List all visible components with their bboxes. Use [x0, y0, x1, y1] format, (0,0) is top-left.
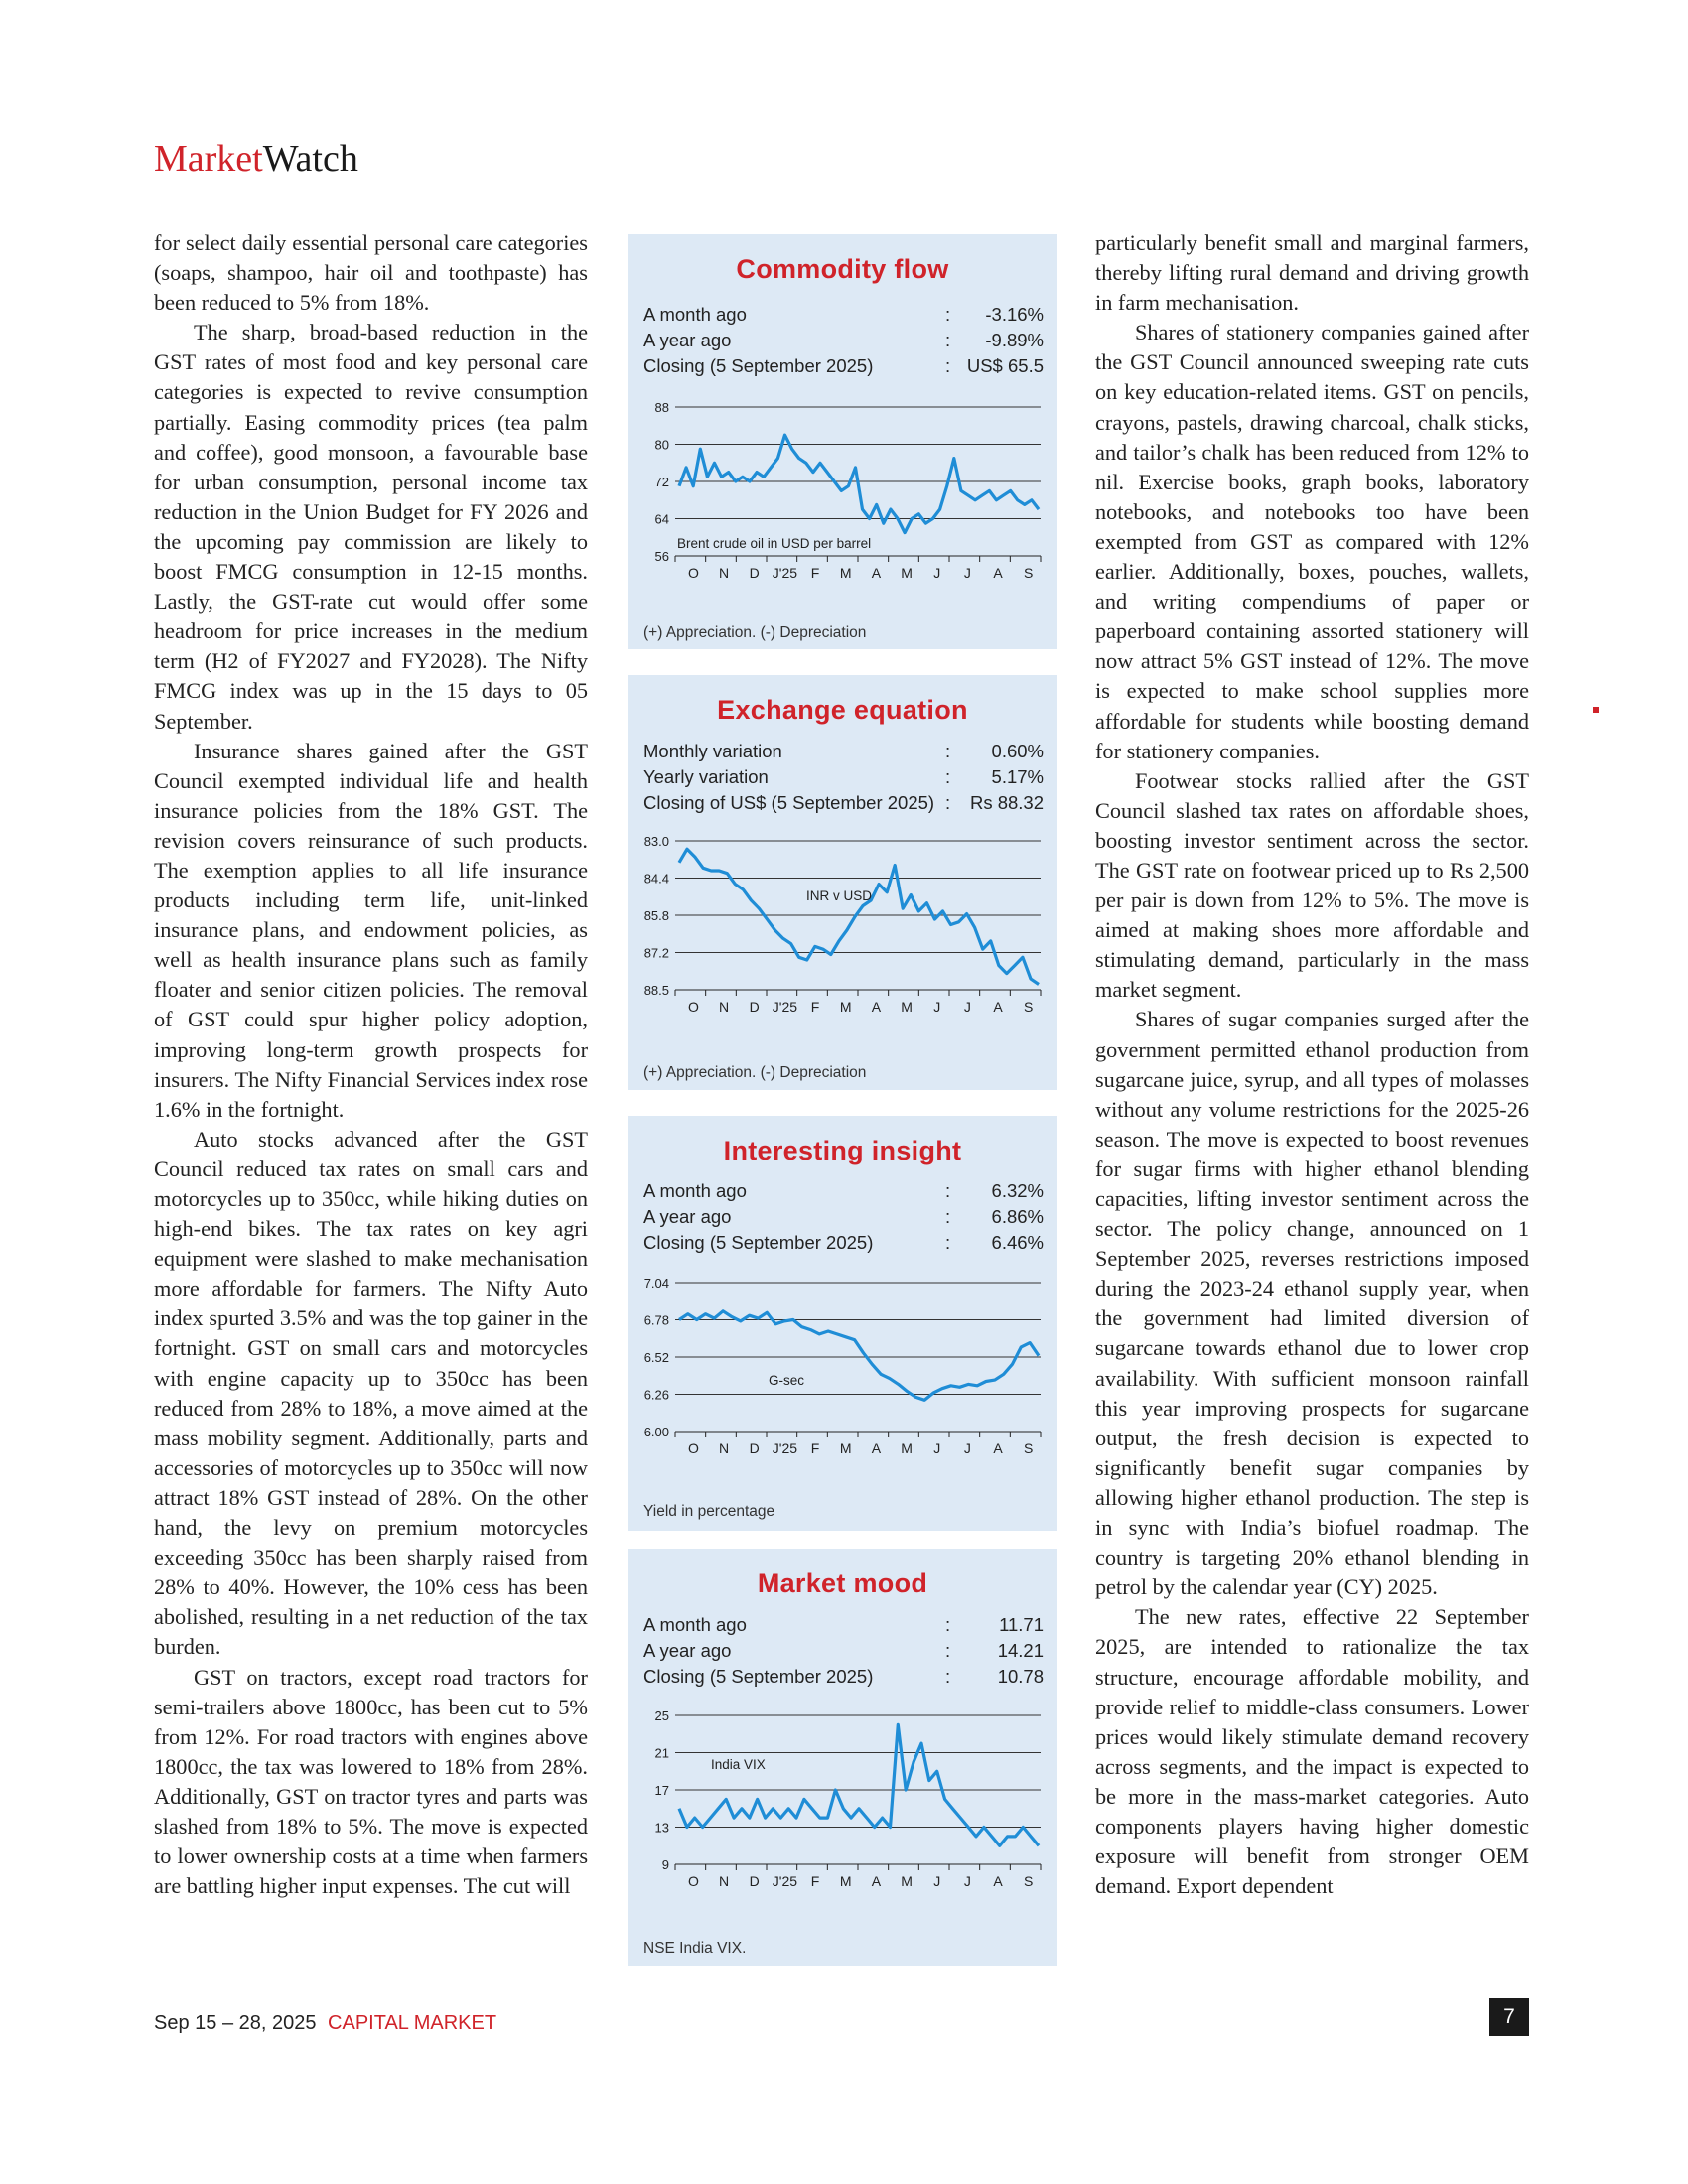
y-tick-label: 72	[654, 475, 669, 489]
stat-separator: :	[945, 766, 951, 787]
stat-value: 6.86%	[991, 1206, 1044, 1227]
panel-title: Interesting insight	[723, 1136, 962, 1165]
y-tick-label: 25	[654, 1708, 669, 1723]
x-tick-label: J	[933, 1440, 941, 1456]
header-market: Market	[154, 138, 263, 180]
stat-separator: :	[945, 304, 951, 325]
x-tick-label: J'25	[772, 999, 798, 1015]
y-tick-label: 6.00	[643, 1425, 669, 1439]
y-tick-label: 17	[654, 1783, 669, 1798]
series-line	[679, 849, 1039, 984]
x-tick-label: D	[749, 565, 760, 581]
x-tick-label: J	[933, 1873, 941, 1889]
y-tick-label: 6.52	[643, 1350, 669, 1365]
x-tick-label: A	[871, 1873, 882, 1889]
x-tick-label: J	[933, 999, 941, 1015]
footer-publication: CAPITAL MARKET	[328, 2012, 497, 2034]
x-tick-label: D	[749, 1440, 760, 1456]
chart-note: NSE India VIX.	[643, 1940, 747, 1957]
stat-value: US$ 65.5	[966, 355, 1044, 376]
series-line	[679, 435, 1039, 532]
stat-label: Monthly variation	[643, 741, 782, 761]
stat-row	[643, 1666, 1044, 1692]
stat-separator: :	[945, 1614, 951, 1635]
stat-row	[643, 1206, 1044, 1232]
x-tick-label: S	[1024, 999, 1034, 1015]
stat-row	[643, 1232, 1044, 1258]
stat-row	[643, 330, 1044, 355]
x-tick-label: S	[1024, 1440, 1034, 1456]
x-tick-label: J'25	[772, 565, 798, 581]
header-watch: Watch	[262, 138, 358, 180]
stat-label: A month ago	[643, 304, 747, 325]
left-text-column	[154, 228, 588, 1901]
x-tick-label: M	[901, 565, 913, 581]
y-tick-label: 64	[654, 511, 669, 527]
stat-row	[643, 1180, 1044, 1206]
commodity-flow-panel	[628, 234, 1057, 649]
x-tick-label: F	[810, 565, 820, 581]
stat-separator: :	[945, 1640, 951, 1661]
x-tick-label: M	[901, 999, 913, 1015]
stat-value: 6.46%	[991, 1232, 1044, 1253]
x-tick-label: J	[963, 1873, 971, 1889]
stat-label: Closing of US$ (5 September 2025)	[643, 792, 935, 813]
stat-separator: :	[945, 1206, 951, 1227]
stat-label: A year ago	[643, 1640, 732, 1661]
x-tick-label: N	[719, 565, 730, 581]
panel-title: Market mood	[757, 1569, 928, 1598]
paragraph: GST on tractors, except road tractors for semi-trailers above 1800cc, has been cut to 5% from 12%. For road tractors with engines above 1800cc, the tax was lowered to 18% from 28%. Additionally, GST on tractor tyres and parts was slashed from 18% to 5%. The move is expected to lower ownership costs at a time when farmers are battling higher input expenses. The cut will	[154, 1664, 588, 1899]
paragraph: Insurance shares gained after the GST Council exempted individual life and health insurance policies from the 18% GST. The revision covers reinsurance of such products. The exemption applies to all life insurance products including term life, unit-linked insurance plans, and endowment policies, as well as health insurance plans such as family floater and senior citizen policies. The removal of GST could spur higher policy adoption, improving long-term growth prospects for insurers. The Nifty Financial Services index rose 1.6% in the fortnight.	[154, 738, 588, 1122]
stat-separator: :	[945, 1180, 951, 1201]
y-tick-label: 6.26	[643, 1387, 669, 1403]
section-header	[154, 137, 358, 181]
x-tick-label: S	[1024, 565, 1034, 581]
paragraph: Footwear stocks rallied after the GST Council slashed tax rates on affordable shoes, boosting investor sentiment across the sector. The GST rate on footwear priced up to Rs 2,500 per pair is down from 12% to 5%. The move is aimed at making shoes more affordable and stimulating demand, particularly in the mass market segment.	[1095, 767, 1529, 1003]
stats-table	[643, 741, 1044, 818]
x-tick-label: F	[810, 1440, 820, 1456]
series-line	[679, 1311, 1039, 1401]
y-tick-label: 88.5	[643, 983, 669, 998]
x-tick-label: M	[901, 1873, 913, 1889]
page-number: 7	[1489, 1998, 1529, 2036]
stat-row	[643, 1640, 1044, 1666]
inr-usd-chart	[628, 829, 1057, 1018]
x-tick-label: J	[963, 565, 971, 581]
paragraph: Auto stocks advanced after the GST Council reduced tax rates on small cars and motorcycles up to 350cc, while hiking duties on high-end bikes. The tax rates on key agri equipment were slashed to make mechanisation more affordable for farmers. The Nifty Auto index spurted 3.5% and was the top gainer in the fortnight. GST on small cars and motorcycles with engine capacity up to 350cc has been reduced from 28% to 18%, a move aimed at the mass mobility segment. Additionally, parts and accessories of motorcycles up to 350cc will now attract 18% GST instead of 28%. On the other hand, the levy on premium motorcycles exceeding 350cc has been sharply raised from 28% to 40%. However, the 10% cess has been abolished, resulting in a net reduction of the tax burden.	[154, 1126, 588, 1660]
stat-label: Yearly variation	[643, 766, 769, 787]
stat-row	[643, 792, 1044, 818]
y-tick-label: 56	[654, 549, 669, 564]
x-tick-label: A	[993, 565, 1003, 581]
brent-crude-chart	[628, 395, 1057, 584]
x-tick-label: F	[810, 999, 820, 1015]
x-tick-label: J	[933, 565, 941, 581]
stat-row	[643, 1614, 1044, 1640]
footer-issue	[154, 2012, 496, 2035]
stat-value: 14.21	[997, 1640, 1044, 1661]
margin-mark	[1593, 707, 1599, 713]
stat-label: A year ago	[643, 330, 732, 350]
x-tick-label: M	[839, 1440, 852, 1456]
market-mood-panel	[628, 1549, 1057, 1966]
y-tick-label: 80	[654, 437, 669, 453]
x-tick-label: A	[871, 1440, 882, 1456]
x-tick-label: F	[810, 1873, 820, 1889]
x-tick-label: N	[719, 999, 730, 1015]
y-tick-label: 9	[661, 1857, 669, 1872]
stat-label: Closing (5 September 2025)	[643, 1666, 874, 1687]
y-tick-label: 84.4	[643, 871, 669, 887]
y-tick-label: 83.0	[643, 834, 669, 849]
x-tick-label: S	[1024, 1873, 1034, 1889]
stat-separator: :	[945, 1232, 951, 1253]
panel-title: Commodity flow	[736, 254, 949, 284]
stat-value: -3.16%	[985, 304, 1044, 325]
stat-value: 11.71	[999, 1614, 1044, 1635]
stat-separator: :	[945, 792, 951, 813]
paragraph: for select daily essential personal care categories (soaps, shampoo, hair oil and toothpaste) has been reduced to 5% from 18%.	[154, 230, 588, 316]
paragraph: particularly benefit small and marginal farmers, thereby lifting rural demand and driving growth in farm mechanisation.	[1095, 230, 1529, 316]
stat-separator: :	[945, 355, 951, 376]
x-tick-label: A	[871, 565, 882, 581]
exchange-equation-panel	[628, 675, 1057, 1090]
x-tick-label: N	[719, 1873, 730, 1889]
stat-label: A month ago	[643, 1614, 747, 1635]
y-tick-label: 85.8	[643, 908, 669, 923]
paragraph: Shares of sugar companies surged after the government permitted ethanol production from sugarcane juice, syrup, and all types of molasses without any volume restrictions for the 2025-26 season. The move is expected to boost revenues for sugar firms with higher ethanol blending capacities, lifting investor sentiment across the sector. The policy change, announced on 1 September 2025, reverses restrictions imposed during the 2023-24 ethanol supply year, when the government had limited diversion of sugarcane towards ethanol due to lower crop availability. With sufficient monsoon rainfall this year improving prospects for sugarcane output, the fresh decision is expected to significantly benefit sugar companies by allowing higher ethanol production. The step is in sync with India’s biofuel roadmap. The country is targeting 20% ethanol blending in petrol by the calendar year (CY) 2025.	[1095, 1007, 1529, 1600]
stat-row	[643, 355, 1044, 381]
stats-table	[643, 304, 1044, 381]
chart-note: (+) Appreciation. (-) Depreciation	[643, 1064, 867, 1081]
paragraph: Shares of stationery companies gained after the GST Council announced sweeping rate cuts on key education-related items. GST on pencils, crayons, pastels, drawing charcoal, chalk sticks, and tailor’s chalk has been reduced from 12% to nil. Exercise books, graph books, laboratory notebooks, and notebooks too have been exempted from GST as compared with 12% earlier. Additionally, boxes, pouches, wallets, and writing compendiums of paper or paperboard containing assorted stationery will now attract 5% GST instead of 12%. The move is expected to make school supplies more affordable for students while boosting demand for stationery companies.	[1095, 320, 1529, 763]
stat-separator: :	[945, 330, 951, 350]
series-label: India VIX	[711, 1757, 766, 1772]
x-tick-label: J	[963, 999, 971, 1015]
x-tick-label: M	[839, 565, 852, 581]
x-tick-label: D	[749, 1873, 760, 1889]
x-tick-label: A	[993, 999, 1003, 1015]
x-tick-label: M	[839, 1873, 852, 1889]
x-tick-label: J'25	[772, 1873, 798, 1889]
stat-separator: :	[945, 741, 951, 761]
x-tick-label: A	[871, 999, 882, 1015]
x-tick-label: O	[687, 1873, 699, 1889]
y-tick-label: 6.78	[643, 1312, 669, 1328]
gsec-yield-chart	[628, 1271, 1057, 1459]
panel-title: Exchange equation	[717, 695, 968, 725]
y-tick-label: 7.04	[643, 1276, 669, 1291]
right-text-column	[1095, 228, 1529, 1901]
interesting-insight-panel	[628, 1116, 1057, 1531]
series-label: G-sec	[769, 1373, 805, 1388]
x-tick-label: J	[963, 1440, 971, 1456]
series-line	[679, 1724, 1039, 1845]
stats-table	[643, 1180, 1044, 1258]
stat-label: A year ago	[643, 1206, 732, 1227]
stat-value: -9.89%	[985, 330, 1044, 350]
x-tick-label: M	[839, 999, 852, 1015]
stat-value: Rs 88.32	[969, 792, 1044, 813]
stat-label: Closing (5 September 2025)	[643, 355, 874, 376]
y-tick-label: 13	[654, 1820, 669, 1836]
series-label: Brent crude oil in USD per barrel	[677, 536, 872, 551]
x-tick-label: A	[993, 1440, 1003, 1456]
series-label: INR v USD	[806, 888, 873, 903]
x-tick-label: J'25	[772, 1440, 798, 1456]
x-tick-label: O	[687, 1440, 699, 1456]
paragraph: The sharp, broad-based reduction in the GST rates of most food and key personal care categories is expected to revive consumption partially. Easing commodity prices (tea palm and coffee), good monsoon, a favourable base for urban consumption, personal income tax reduction in the Union Budget for FY 2026 and the upcoming pay commission are likely to boost FMCG consumption in 12-15 months. Lastly, the GST-rate cut would offer some headroom for price increases in the medium term (H2 of FY2027 and FY2028). The Nifty FMCG index was up in the 15 days to 05 September.	[154, 320, 588, 734]
x-tick-label: D	[749, 999, 760, 1015]
footer-date: Sep 15 – 28, 2025	[154, 2012, 317, 2034]
x-tick-label: M	[901, 1440, 913, 1456]
x-tick-label: A	[993, 1873, 1003, 1889]
stats-table	[643, 1614, 1044, 1692]
chart-note: Yield in percentage	[643, 1503, 775, 1520]
x-tick-label: O	[687, 999, 699, 1015]
stat-value: 0.60%	[991, 741, 1044, 761]
stat-row	[643, 304, 1044, 330]
stat-separator: :	[945, 1666, 951, 1687]
x-tick-label: N	[719, 1440, 730, 1456]
india-vix-chart	[628, 1704, 1057, 1892]
paragraph: The new rates, effective 22 September 2025, are intended to rationalize the tax structure, encourage affordable mobility, and provide relief to middle-class consumers. Lower prices would likely stimulate demand recovery across segments, and the impact is expected to be more in the mass-market categories. Auto components players having higher domestic exposure will benefit from stronger OEM demand. Export dependent	[1095, 1604, 1529, 1899]
stat-row	[643, 766, 1044, 792]
stat-label: Closing (5 September 2025)	[643, 1232, 874, 1253]
y-tick-label: 21	[654, 1745, 669, 1761]
stat-row	[643, 741, 1044, 766]
stat-value: 6.32%	[991, 1180, 1044, 1201]
y-tick-label: 88	[654, 400, 669, 415]
y-tick-label: 87.2	[643, 945, 669, 961]
x-tick-label: O	[687, 565, 699, 581]
chart-note: (+) Appreciation. (-) Depreciation	[643, 624, 867, 641]
stat-value: 10.78	[997, 1666, 1044, 1687]
stat-label: A month ago	[643, 1180, 747, 1201]
stat-value: 5.17%	[991, 766, 1044, 787]
